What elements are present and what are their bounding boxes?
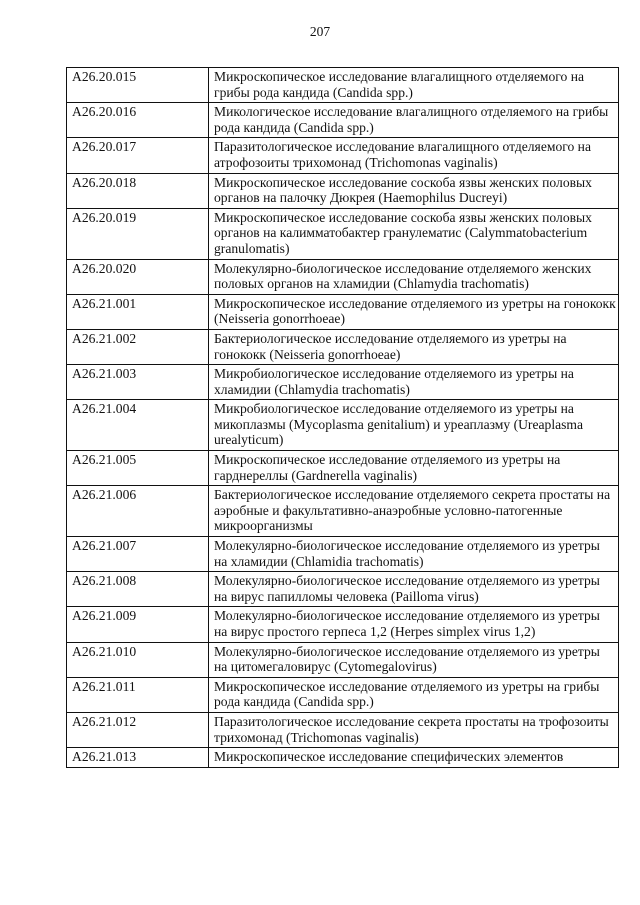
service-code-cell: A26.21.009	[67, 607, 209, 642]
service-code-cell: A26.21.008	[67, 572, 209, 607]
service-description-cell: Молекулярно-биологическое исследование отделяемого из уретры на хламидии (Chlamidia trachomatis)	[209, 537, 619, 572]
service-description-cell: Бактериологическое исследование отделяемого из уретры на гонококк (Neisseria gonorrhoeae)	[209, 329, 619, 364]
table-row	[67, 712, 619, 747]
service-code-cell: A26.21.012	[67, 712, 209, 747]
service-description-cell: Микробиологическое исследование отделяемого из уретры на хламидии (Chlamydia trachomatis)	[209, 365, 619, 400]
service-description-cell: Микроскопическое исследование отделяемого из уретры на гонококк (Neisseria gonorrhoeae)	[209, 294, 619, 329]
service-description-cell: Молекулярно-биологическое исследование отделяемого из уретры на вирус простого герпеса 1,2 (Herpes simplex virus 1,2)	[209, 607, 619, 642]
service-description-cell: Микологическое исследование влагалищного отделяемого на грибы рода кандида (Candida spp.)	[209, 103, 619, 138]
table-row	[67, 677, 619, 712]
service-description-cell: Микроскопическое исследование соскоба язвы женских половых органов на палочку Дюкрея (Haemophilus Ducreyi)	[209, 173, 619, 208]
table-row	[67, 329, 619, 364]
service-description-cell: Микроскопическое исследование отделяемого из уретры на гарднереллы (Gardnerella vaginalis)	[209, 451, 619, 486]
service-code-cell: A26.21.010	[67, 642, 209, 677]
table-row	[67, 537, 619, 572]
table-row	[67, 103, 619, 138]
service-code-cell: A26.20.019	[67, 208, 209, 259]
service-code-cell: A26.20.015	[67, 68, 209, 103]
service-code-cell: A26.20.017	[67, 138, 209, 173]
table-row	[67, 208, 619, 259]
service-code-cell: A26.21.001	[67, 294, 209, 329]
table-row	[67, 259, 619, 294]
service-description-cell: Молекулярно-биологическое исследование отделяемого из уретры на вирус папилломы человека (Pailloma virus)	[209, 572, 619, 607]
service-code-cell: A26.21.005	[67, 451, 209, 486]
table-row	[67, 748, 619, 768]
service-code-cell: A26.20.018	[67, 173, 209, 208]
service-description-cell: Микроскопическое исследование отделяемого из уретры на грибы рода кандида (Candida spp.)	[209, 677, 619, 712]
table-row	[67, 400, 619, 451]
service-description-cell: Бактериологическое исследование отделяемого секрета простаты на аэробные и факультативно-анаэробные условно-патогенные микроорганизмы	[209, 486, 619, 537]
table-row	[67, 138, 619, 173]
service-code-cell: A26.21.003	[67, 365, 209, 400]
service-description-cell: Микроскопическое исследование соскоба язвы женских половых органов на калимматобактер гранулематис (Calymmatobacterium granulomatis)	[209, 208, 619, 259]
service-description-cell: Микроскопическое исследование специфических элементов	[209, 748, 619, 768]
service-description-cell: Молекулярно-биологическое исследование отделяемого женских половых органов на хламидии (Chlamydia trachomatis)	[209, 259, 619, 294]
service-code-cell: A26.21.004	[67, 400, 209, 451]
service-description-cell: Паразитологическое исследование секрета простаты на трофозоиты трихомонад (Trichomonas vaginalis)	[209, 712, 619, 747]
service-code-cell: A26.21.007	[67, 537, 209, 572]
service-code-cell: A26.21.002	[67, 329, 209, 364]
service-description-cell: Молекулярно-биологическое исследование отделяемого из уретры на цитомегаловирус (Cytomegalovirus)	[209, 642, 619, 677]
service-description-cell: Микробиологическое исследование отделяемого из уретры на микоплазмы (Mycoplasma genitalium) и уреаплазму (Ureaplasma urealyticum)	[209, 400, 619, 451]
service-code-cell: A26.20.020	[67, 259, 209, 294]
service-description-cell: Микроскопическое исследование влагалищного отделяемого на грибы рода кандида (Candida spp.)	[209, 68, 619, 103]
table-row	[67, 294, 619, 329]
table-row	[67, 607, 619, 642]
service-code-cell: A26.20.016	[67, 103, 209, 138]
table-row	[67, 365, 619, 400]
table-row	[67, 68, 619, 103]
service-description-cell: Паразитологическое исследование влагалищного отделяемого на атрофозоиты трихомонад (Trichomonas vaginalis)	[209, 138, 619, 173]
service-codes-table-body	[67, 68, 619, 768]
service-code-cell: A26.21.013	[67, 748, 209, 768]
table-row	[67, 451, 619, 486]
table-row	[67, 173, 619, 208]
table-row	[67, 642, 619, 677]
service-codes-table	[66, 67, 619, 768]
table-row	[67, 486, 619, 537]
table-row	[67, 572, 619, 607]
service-code-cell: A26.21.011	[67, 677, 209, 712]
service-code-cell: A26.21.006	[67, 486, 209, 537]
page-number: 207	[309, 24, 331, 39]
